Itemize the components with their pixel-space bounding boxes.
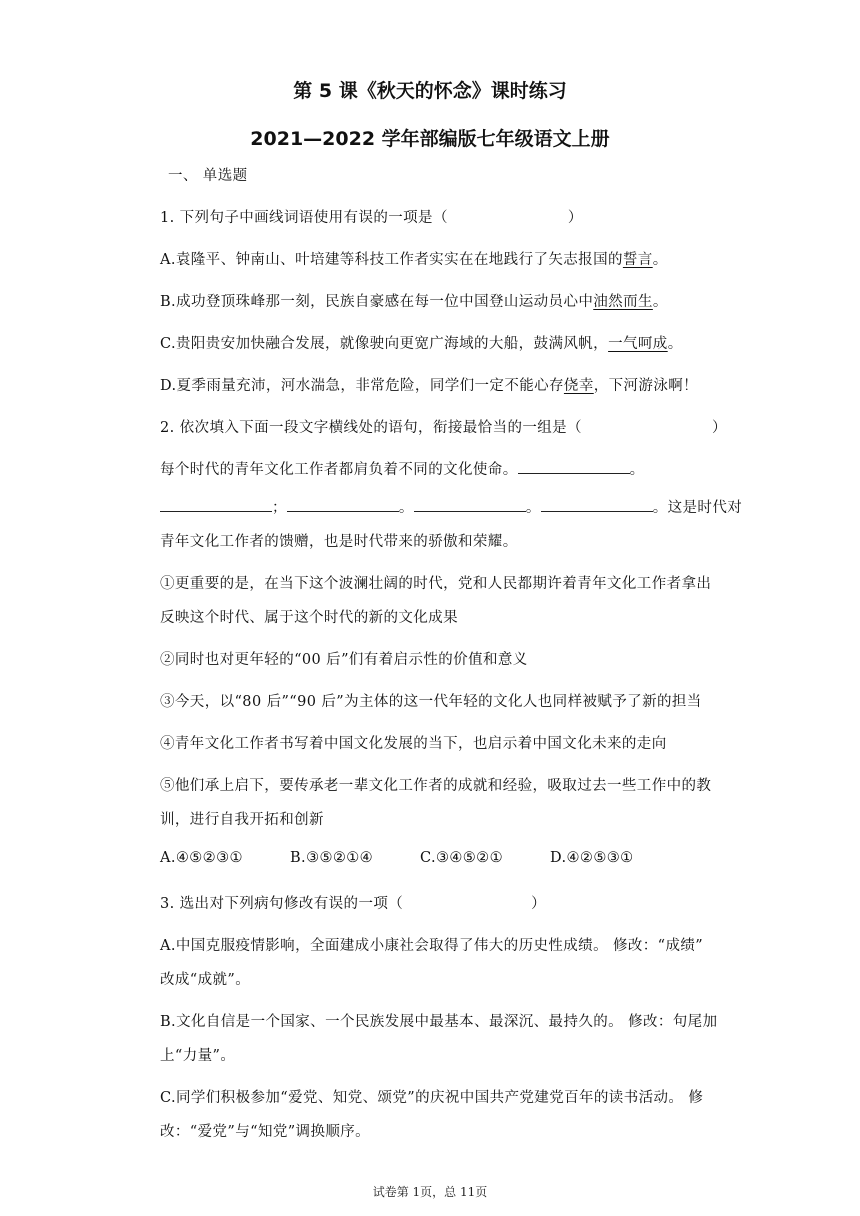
q2-option-c[interactable]: C.③④⑤②① bbox=[420, 850, 503, 866]
question-2-sentence-5b: 训，进行自我开拓和创新 bbox=[160, 812, 324, 828]
q2-passage-start: 每个时代的青年文化工作者都肩负着不同的文化使命。 bbox=[160, 462, 518, 478]
question-1-option-b bbox=[160, 290, 668, 311]
q2-option-b[interactable]: B.③⑤②①④ bbox=[290, 850, 374, 866]
question-3-stem bbox=[160, 892, 546, 913]
q1-a-end: 。 bbox=[652, 252, 668, 268]
q2-sep-3: 。 bbox=[525, 500, 541, 516]
answer-blank-4[interactable] bbox=[414, 497, 526, 512]
question-2-sentence-5a: ⑤他们承上启下，要传承老一辈文化工作者的成就和经验，吸取过去一些工作中的教 bbox=[160, 778, 712, 794]
question-3-option-a-line-1: A.中国克服疫情影响，全面建成小康社会取得了伟大的历史性成绩。 修改：“成绩” bbox=[160, 938, 704, 954]
question-3-option-c-line-1: C.同学们积极参加“爱党、知党、颂党”的庆祝中国共产党建党百年的读书活动。 修 bbox=[160, 1090, 704, 1106]
question-2-passage-line-1 bbox=[160, 458, 645, 479]
q1-c-underlined: 一气呵成 bbox=[608, 336, 668, 352]
q1-d-text: D.夏季雨量充沛，河水湍急，非常危险，同学们一定不能心存 bbox=[160, 378, 564, 394]
q2-sep-4: 。这是时代对 bbox=[652, 500, 743, 516]
q2-sep-2: 。 bbox=[398, 500, 414, 516]
question-2-sentence-1a: ①更重要的是，在当下这个波澜壮阔的时代，党和人民都期许着青年文化工作者拿出 bbox=[160, 576, 712, 592]
question-2-sentence-3: ③今天，以“80 后”“90 后”为主体的这一代年轻的文化人也同样被赋予了新的担当 bbox=[160, 694, 702, 710]
answer-blank-5[interactable] bbox=[541, 497, 653, 512]
question-2-passage-line-2 bbox=[160, 496, 742, 517]
q2-option-a[interactable]: A.④⑤②③① bbox=[160, 850, 243, 866]
question-3-option-c-line-2: 改：“爱党”与“知党”调换顺序。 bbox=[160, 1124, 371, 1140]
q1-d-end: ，下河游泳啊！ bbox=[593, 378, 699, 394]
q2-sep-1: ； bbox=[272, 500, 287, 516]
document-subtitle: 2021—2022 学年部编版七年级语文上册 bbox=[250, 128, 610, 150]
q1-c-end: 。 bbox=[667, 336, 683, 352]
q1-stem-close: ） bbox=[567, 210, 583, 226]
question-1-option-c bbox=[160, 332, 683, 353]
q1-b-text: B.成功登顶珠峰那一刻，民族自豪感在每一位中国登山运动员心中 bbox=[160, 294, 594, 310]
q2-passage-punct: 。 bbox=[629, 462, 645, 478]
q1-a-text: A.袁隆平、钟南山、叶培建等科技工作者实实在在地践行了矢志报国的 bbox=[160, 252, 623, 268]
q1-c-text: C.贵阳贵安加快融合发展，就像驶向更宽广海域的大船，鼓满风帆， bbox=[160, 336, 609, 352]
answer-blank-2[interactable] bbox=[160, 497, 272, 512]
q2-stem-text: 2. 依次填入下面一段文字横线处的语句，衔接最恰当的一组是（ bbox=[160, 420, 582, 436]
answer-blank-3[interactable] bbox=[287, 497, 399, 512]
q3-stem-close: ） bbox=[531, 896, 547, 912]
answer-blank-1[interactable] bbox=[518, 459, 630, 474]
question-3-option-b-line-2: 上“力量”。 bbox=[160, 1048, 236, 1064]
q1-d-underlined: 侥幸 bbox=[563, 378, 594, 394]
question-1-option-d bbox=[160, 374, 698, 395]
question-2-sentence-1b: 反映这个时代、属于这个时代的新的文化成果 bbox=[160, 610, 458, 626]
question-3-option-b-line-1: B.文化自信是一个国家、一个民族发展中最基本、最深沉、最持久的。 修改：句尾加 bbox=[160, 1014, 718, 1030]
q1-stem-text: 1. 下列句子中画线词语使用有误的一项是（ bbox=[160, 210, 448, 226]
question-2-sentence-4: ④青年文化工作者书写着中国文化发展的当下，也启示着中国文化未来的走向 bbox=[160, 736, 667, 752]
question-2-sentence-2: ②同时也对更年轻的“00 后”们有着启示性的价值和意义 bbox=[160, 652, 528, 668]
question-1-option-a bbox=[160, 248, 668, 269]
question-2-options bbox=[160, 850, 634, 866]
section-heading: 一、 单选题 bbox=[168, 168, 248, 184]
question-2-stem bbox=[160, 416, 727, 437]
q2-stem-close: ） bbox=[711, 420, 727, 436]
page-footer: 试卷第 1页，总 11页 bbox=[372, 1185, 488, 1199]
q1-b-end: 。 bbox=[652, 294, 668, 310]
q3-stem-text: 3. 选出对下列病句修改有误的一项（ bbox=[160, 896, 404, 912]
document-title: 第 5 课《秋天的怀念》课时练习 bbox=[293, 80, 567, 102]
question-1-stem bbox=[160, 206, 583, 227]
q2-option-d[interactable]: D.④②⑤③① bbox=[550, 850, 634, 866]
q1-a-underlined: 誓言 bbox=[622, 252, 653, 268]
question-3-option-a-line-2: 改成“成就”。 bbox=[160, 972, 251, 988]
question-2-passage-line-3: 青年文化工作者的馈赠，也是时代带来的骄傲和荣耀。 bbox=[160, 534, 518, 550]
q1-b-underlined: 油然而生 bbox=[593, 294, 653, 310]
